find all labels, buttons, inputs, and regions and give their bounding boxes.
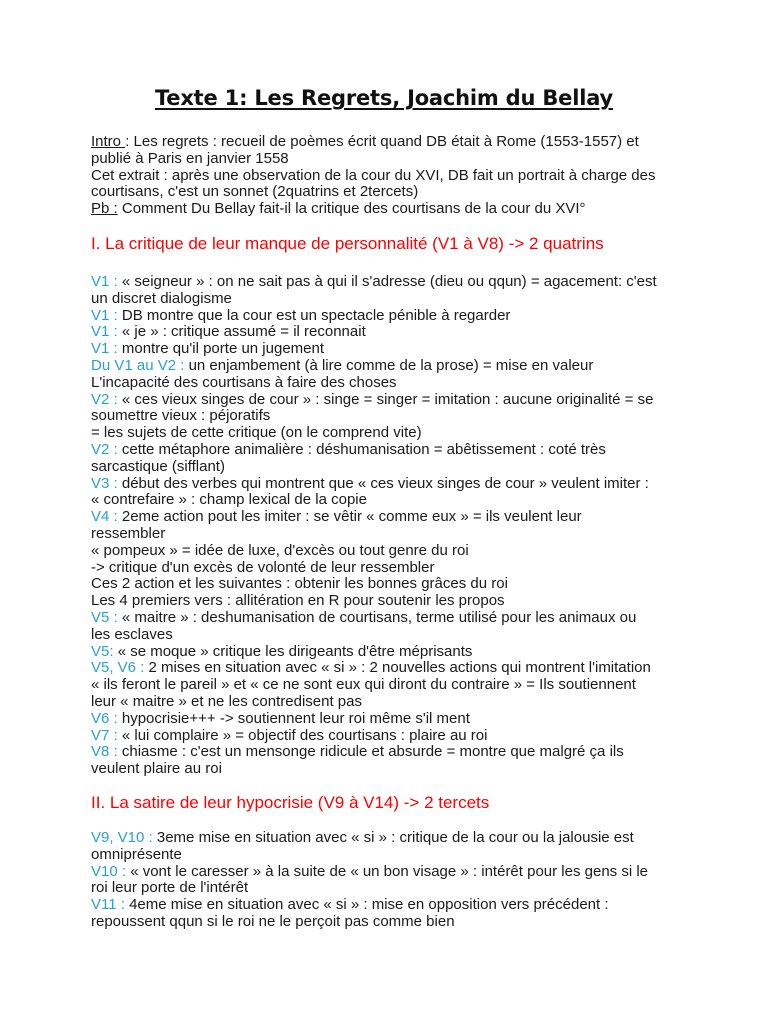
line-text: 4eme mise en situation avec « si » : mise en opposition vers précédent : (129, 896, 609, 914)
verse-tag: V5: (91, 642, 118, 660)
verse-tag: V5, V6 : (91, 659, 149, 677)
text-line (91, 509, 691, 526)
text-line (91, 593, 691, 610)
text-line (91, 644, 691, 661)
line-text: chiasme : c'est un mensonge ridicule et absurde = montre que malgré ça ils (121, 743, 624, 761)
text-line (91, 677, 691, 694)
text-line (91, 308, 691, 325)
verse-tag: V4 : (91, 508, 122, 526)
text-line (91, 560, 691, 577)
verse-tag: V5 : (91, 608, 122, 626)
text-line (91, 744, 691, 761)
extrait-line-1: Cet extrait : après une observation de la cour du XVI, DB fait un portrait à charge des (91, 166, 656, 184)
verse-tag: V2 : (91, 390, 122, 408)
text-line (91, 392, 691, 409)
text-line (91, 492, 691, 509)
pb-label: Pb : (91, 200, 118, 218)
verse-tag: V3 : (91, 474, 122, 492)
text-line (91, 324, 691, 341)
text-line (91, 847, 691, 864)
line-text: hypocrisie+++ -> soutiennent leur roi même s'il ment (121, 709, 470, 727)
line-text: début des verbes qui montrent que « ces vieux singes de cour » veulent imiter : (121, 474, 649, 492)
line-text: ressembler (91, 524, 166, 542)
line-text: un discret dialogisme (91, 289, 232, 307)
line-text: soumettre vieux : péjoratifs (91, 407, 271, 425)
line-text: un enjambement (à lire comme de la prose) = mise en valeur (188, 356, 594, 374)
line-text: cette métaphore animalière : déshumanisation = abêtissement : coté très (121, 440, 606, 458)
text-line (91, 358, 691, 375)
intro-block (91, 134, 691, 218)
section-1-heading: I. La critique de leur manque de personnalité (V1 à V8) -> 2 quatrins (91, 234, 604, 253)
line-text: « maitre » : deshumanisation de courtisans, terme utilisé pour les animaux ou (121, 608, 637, 626)
intro-line-1 (91, 134, 691, 151)
line-text: Ces 2 action et les suivantes : obtenir les bonnes grâces du roi (91, 575, 508, 593)
text-line (91, 425, 691, 442)
verse-tag: V10 : (91, 862, 131, 880)
pb-text: Comment Du Bellay fait-il la critique des courtisans de la cour du XVI° (117, 200, 586, 218)
text-line (91, 442, 691, 459)
line-text: = les sujets de cette critique (on le comprend vite) (91, 424, 422, 442)
text-line (91, 864, 691, 881)
line-text: les esclaves (91, 625, 173, 643)
text-line (91, 543, 691, 560)
text-line (91, 476, 691, 493)
line-text: omniprésente (91, 845, 182, 863)
text-line (91, 576, 691, 593)
text-line (91, 728, 691, 745)
line-text: repoussent qqun si le roi ne le perçoit pas comme bien (91, 912, 455, 930)
verse-tag: V1 : (91, 273, 122, 290)
intro-line-2: publié à Paris en janvier 1558 (91, 149, 289, 167)
text-line (91, 711, 691, 728)
line-text: « lui complaire » = objectif des courtisans : plaire au roi (121, 726, 488, 744)
text-line (91, 375, 691, 392)
line-text: « ces vieux singes de cour » : singe = singer = imitation : aucune originalité = se (121, 390, 654, 408)
verse-tag: V1 : (91, 306, 122, 324)
line-text: « se moque » critique les dirigeants d'être méprisants (117, 642, 473, 660)
line-text: -> critique d'un excès de volonté de leur ressembler (91, 558, 435, 576)
verse-tag: V1 : (91, 323, 122, 341)
text-line (91, 830, 691, 847)
line-text: leur « maitre » et ne les contredisent pas (91, 692, 362, 710)
verse-tag: V7 : (91, 726, 122, 744)
text-line (91, 627, 691, 644)
line-text: L'incapacité des courtisans à faire des choses (91, 373, 397, 391)
text-line (91, 914, 691, 931)
section-1-body (91, 274, 691, 778)
line-text: « seigneur » : on ne sait pas à qui il s'adresse (dieu ou qqun) = agacement: c'est (121, 273, 657, 290)
document-title: Texte 1: Les Regrets, Joachim du Bellay (154, 86, 614, 110)
verse-tag: V2 : (91, 440, 122, 458)
line-text: « pompeux » = idée de luxe, d'excès ou tout genre du roi (91, 541, 469, 559)
text-line (91, 880, 691, 897)
line-text: roi leur porte de l'intérêt (91, 879, 249, 897)
text-line (91, 897, 691, 914)
pb-line (91, 201, 691, 218)
line-text: « ils feront le pareil » et « ce ne sont eux qui diront du contraire » = Ils soutiennent (91, 676, 636, 694)
intro-label: Intro (91, 133, 126, 150)
intro-text: : Les regrets : recueil de poèmes écrit quand DB était à Rome (1553-1557) et (125, 133, 639, 150)
text-line (91, 610, 691, 627)
verse-tag: V9, V10 : (91, 829, 157, 846)
text-line (91, 274, 691, 291)
line-text: « vont le caresser » à la suite de « un bon visage » : intérêt pour les gens si le (130, 862, 649, 880)
verse-tag: Du V1 au V2 : (91, 356, 189, 374)
line-text: « je » : critique assumé = il reconnait (121, 323, 366, 341)
line-text: Les 4 premiers vers : allitération en R pour soutenir les propos (91, 592, 505, 610)
line-text: « contrefaire » : champ lexical de la copie (91, 491, 367, 509)
verse-tag: V1 : (91, 340, 122, 358)
text-line (91, 291, 691, 308)
verse-tag: V6 : (91, 709, 122, 727)
verse-tag: V11 : (91, 896, 130, 914)
text-line (91, 761, 691, 778)
text-line (91, 459, 691, 476)
line-text: 3eme mise en situation avec « si » : critique de la cour ou la jalousie est (156, 829, 634, 846)
line-text: sarcastique (sifflant) (91, 457, 225, 475)
line-text: 2eme action pout les imiter : se vêtir « comme eux » = ils veulent leur (121, 508, 582, 526)
extrait-line-2: courtisans, c'est un sonnet (2quatrins et 2tercets) (91, 183, 419, 201)
text-line (91, 408, 691, 425)
line-text: DB montre que la cour est un spectacle pénible à regarder (121, 306, 511, 324)
section-2-heading: II. La satire de leur hypocrisie (V9 à V14) -> 2 tercets (91, 793, 490, 812)
text-line (91, 526, 691, 543)
line-text: veulent plaire au roi (91, 760, 222, 778)
text-line (91, 341, 691, 358)
text-line (91, 660, 691, 677)
line-text: montre qu'il porte un jugement (121, 340, 325, 358)
line-text: 2 mises en situation avec « si » : 2 nouvelles actions qui montrent l'imitation (148, 659, 651, 677)
section-2-body (91, 830, 691, 931)
verse-tag: V8 : (91, 743, 122, 761)
text-line (91, 694, 691, 711)
